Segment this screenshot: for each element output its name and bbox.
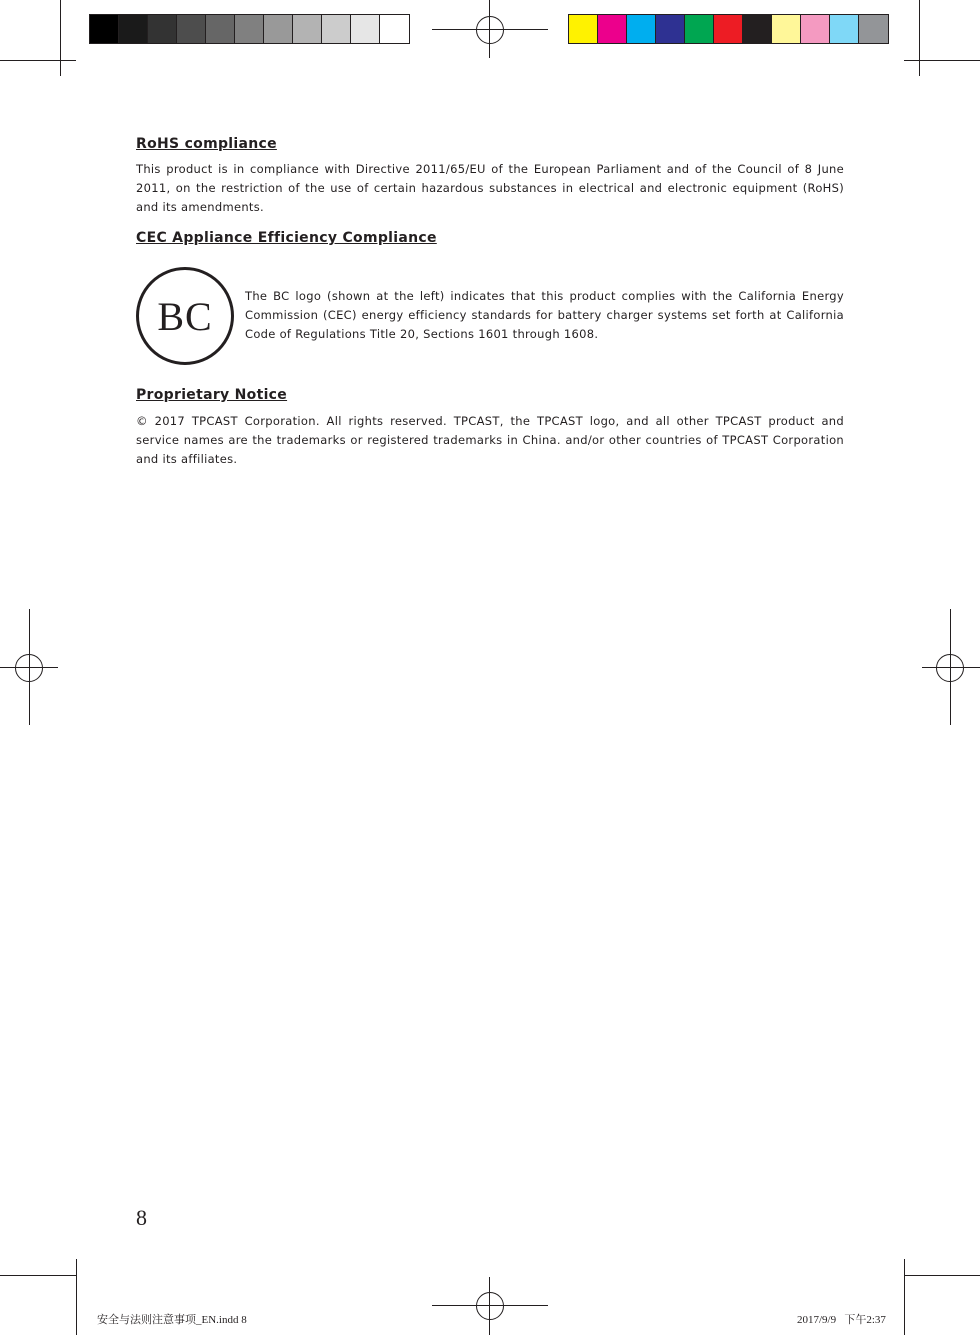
color-swatch bbox=[264, 15, 293, 43]
crop-mark bbox=[60, 0, 61, 76]
crop-mark bbox=[0, 60, 76, 61]
bc-logo bbox=[136, 267, 234, 365]
color-swatch bbox=[177, 15, 206, 43]
color-swatch bbox=[801, 15, 830, 43]
crop-mark bbox=[904, 1259, 905, 1335]
crop-mark bbox=[0, 1275, 76, 1276]
process-color-bar bbox=[568, 14, 889, 44]
color-swatch bbox=[656, 15, 685, 43]
color-swatch bbox=[206, 15, 235, 43]
color-swatch bbox=[90, 15, 119, 43]
color-swatch bbox=[148, 15, 177, 43]
color-swatch bbox=[569, 15, 598, 43]
color-swatch bbox=[859, 15, 888, 43]
rohs-section bbox=[136, 136, 844, 217]
color-swatch bbox=[714, 15, 743, 43]
crop-mark bbox=[904, 1275, 980, 1276]
rohs-body: This product is in compliance with Directive 2011/65/EU of the European Parliament and of the Council of 8 June 2011, on the restriction of the use of certain hazardous substances in electrical and electronic equipment (RoHS) and its amendments. bbox=[136, 162, 844, 214]
cec-heading: CEC Appliance Efficiency Compliance bbox=[136, 230, 437, 246]
grayscale-color-bar bbox=[89, 14, 410, 44]
color-swatch bbox=[380, 15, 409, 43]
cec-body-block bbox=[245, 287, 844, 344]
proprietary-heading: Proprietary Notice bbox=[136, 387, 288, 403]
page-number: 8 bbox=[136, 1205, 147, 1230]
crop-mark bbox=[76, 1259, 77, 1335]
color-swatch bbox=[743, 15, 772, 43]
rohs-heading: RoHS compliance bbox=[136, 136, 277, 152]
crop-mark bbox=[919, 0, 920, 76]
slug-datetime: 2017/9/9 下午2:37 bbox=[797, 1314, 886, 1326]
color-swatch bbox=[627, 15, 656, 43]
bc-logo-text: BC bbox=[157, 293, 213, 339]
color-swatch bbox=[235, 15, 264, 43]
color-swatch bbox=[598, 15, 627, 43]
color-swatch bbox=[119, 15, 148, 43]
slug-filename: 安全与法则注意事项_EN.indd 8 bbox=[97, 1314, 247, 1326]
proprietary-body: © 2017 TPCAST Corporation. All rights reserved. TPCAST, the TPCAST logo, and all other TPCAST product and service names are the trademarks or registered trademarks in China. and/or other countries of TPCAST Corporation and its affiliates. bbox=[136, 414, 844, 466]
color-swatch bbox=[685, 15, 714, 43]
color-swatch bbox=[351, 15, 380, 43]
color-swatch bbox=[772, 15, 801, 43]
cec-section bbox=[136, 230, 844, 246]
crop-mark bbox=[904, 60, 980, 61]
color-swatch bbox=[830, 15, 859, 43]
color-swatch bbox=[322, 15, 351, 43]
color-swatch bbox=[293, 15, 322, 43]
proprietary-section bbox=[136, 387, 844, 469]
cec-body: The BC logo (shown at the left) indicates that this product complies with the California Energy Commission (CEC) energy efficiency standards for battery charger systems set forth at California Code of Regulations Title 20, Sections 1601 through 1608. bbox=[245, 289, 844, 341]
